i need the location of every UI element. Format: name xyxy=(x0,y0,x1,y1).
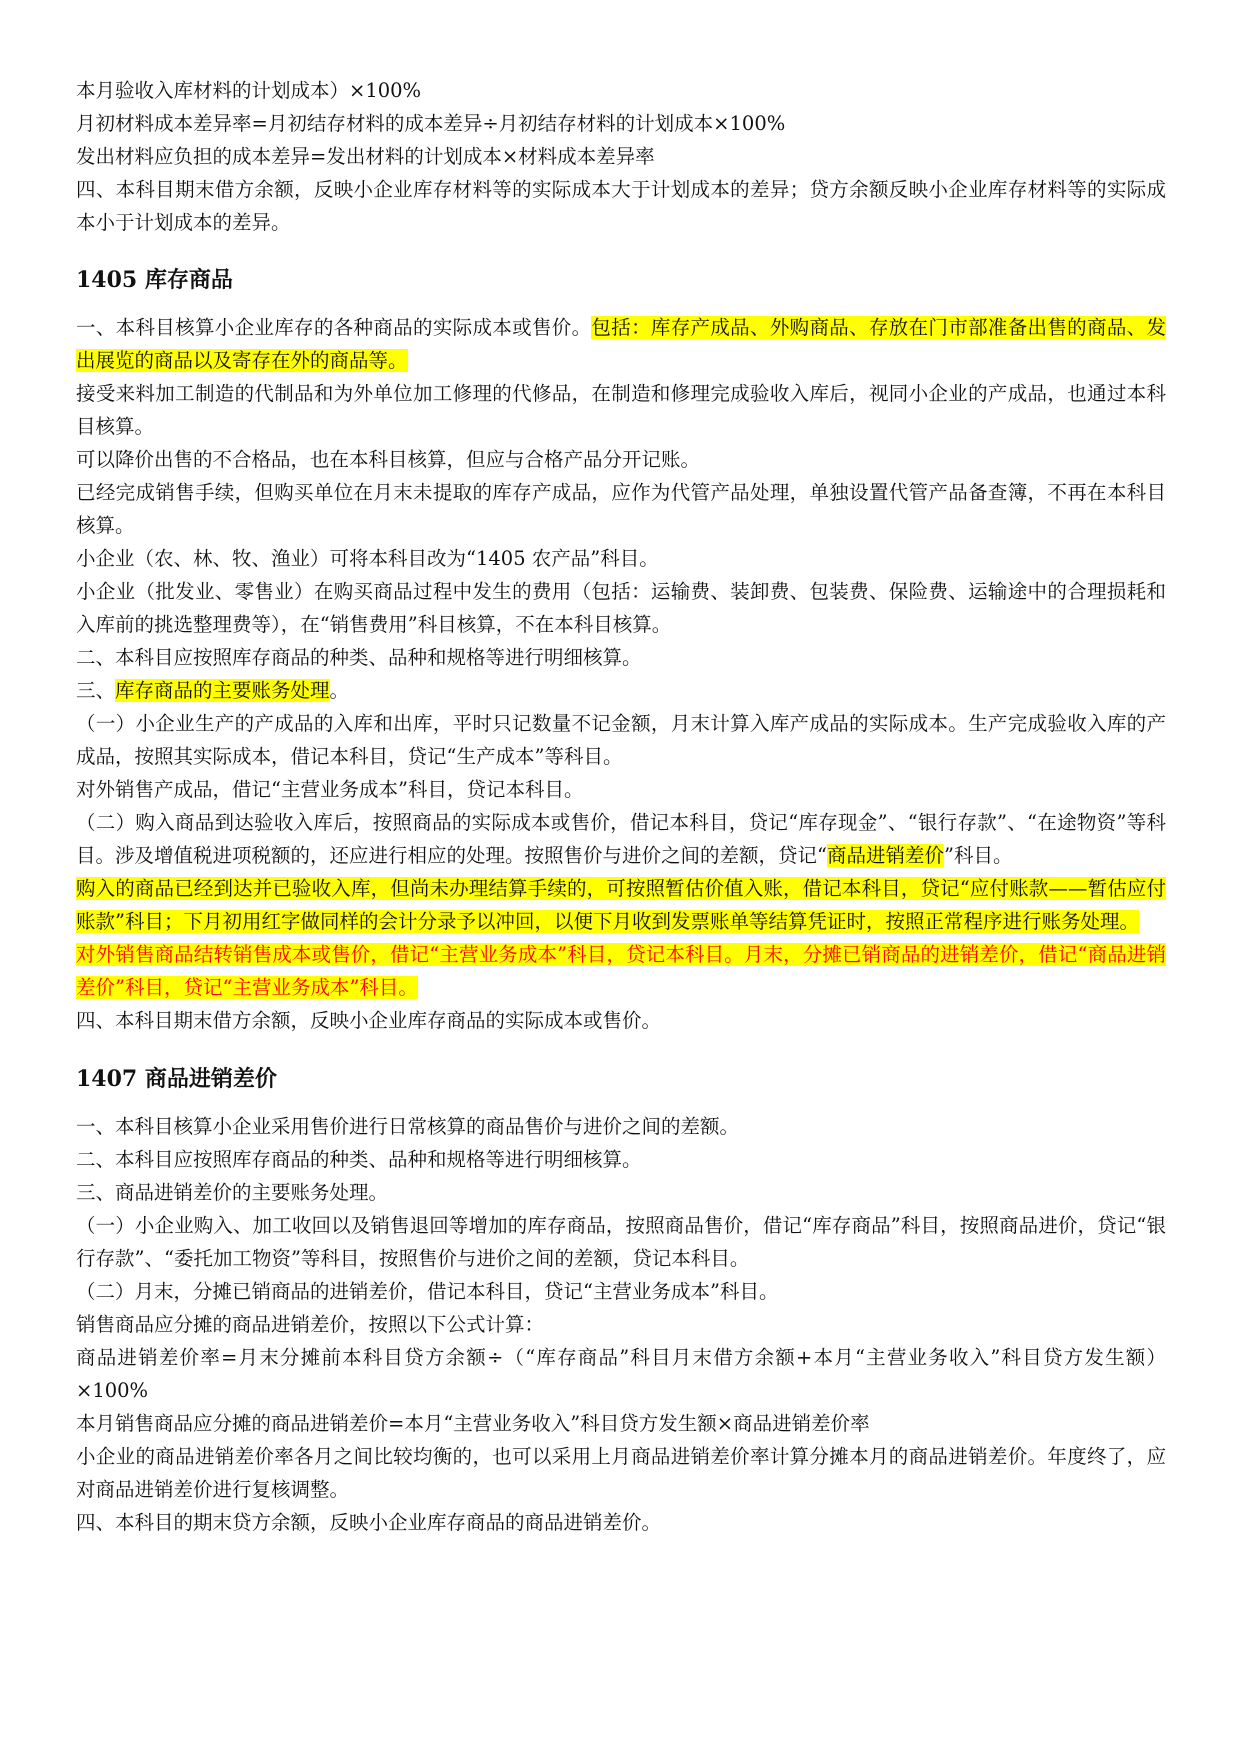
intro-line-2: 月初材料成本差异率=月初结存材料的成本差异÷月初结存材料的计划成本×100% xyxy=(76,112,786,135)
paragraph-1405-8 xyxy=(76,674,1166,707)
text: 一、本科目核算小企业库存的各种商品的实际成本或售价。 xyxy=(76,316,592,339)
intro-line-3: 发出材料应负担的成本差异=发出材料的计划成本×材料成本差异率 xyxy=(76,145,655,168)
highlighted-text: 库存商品的主要账务处理 xyxy=(115,679,330,702)
text: ”科目。 xyxy=(944,844,1013,867)
section-title-1405: 1405 库存商品 xyxy=(76,267,233,293)
paragraph-1407-9: 小企业的商品进销差价率各月之间比较均衡的，也可以采用上月商品进销差价率计算分摊本月的商品进销差价。年度终了，应对商品进销差价进行复核调整。 xyxy=(76,1445,1166,1501)
highlighted-text: 包括：库存产成品、外购商品、存放在门市部准备出售的商品、发出展览的商品以及寄存在外的商品等。 xyxy=(76,316,1166,372)
document-page xyxy=(76,74,1166,1539)
paragraph-1407-4: （一）小企业购入、加工收回以及销售退回等增加的库存商品，按照商品售价，借记“库存商品”科目，按照商品进价，贷记“银行存款”、“委托加工物资”等科目，按照售价与进价之间的差额，贷记本科目。 xyxy=(76,1214,1166,1270)
paragraph-1407-8: 本月销售商品应分摊的商品进销差价=本月“主营业务收入”科目贷方发生额×商品进销差价率 xyxy=(76,1412,870,1435)
paragraph-1407-6: 销售商品应分摊的商品进销差价，按照以下公式计算： xyxy=(76,1313,545,1336)
paragraph-1405-3: 可以降价出售的不合格品，也在本科目核算，但应与合格产品分开记账。 xyxy=(76,448,701,471)
highlighted-red-text: 对外销售商品结转销售成本或售价，借记“主营业务成本”科目，贷记本科目。月末，分摊已销商品的进销差价，借记“商品进销差价”科目，贷记“主营业务成本”科目。 xyxy=(76,943,1166,999)
text: （二）购入商品到达验收入库后，按照商品的实际成本或售价，借记本科目，贷记“库存现金”、“银行存款”、“在途物资”等科目。涉及增值税进项税额的，还应进行相应的处理。按照售价与进价之间的差额，贷记“ xyxy=(76,811,1166,867)
section-title-1407: 1407 商品进销差价 xyxy=(76,1066,277,1092)
highlighted-text: 购入的商品已经到达并已验收入库，但尚未办理结算手续的，可按照暂估价值入账，借记本科目，贷记“应付账款——暂估应付账款”科目；下月初用红字做同样的会计分录予以冲回，以便下月收到发票账单等结算凭证时，按照正常程序进行账务处理。 xyxy=(76,877,1166,933)
paragraph-1405-2: 接受来料加工制造的代制品和为外单位加工修理的代修品，在制造和修理完成验收入库后，视同小企业的产成品，也通过本科目核算。 xyxy=(76,382,1166,438)
paragraph-1407-7: 商品进销差价率=月末分摊前本科目贷方余额÷（“库存商品”科目月末借方余额+本月“主营业务收入”科目贷方发生额）×100% xyxy=(76,1346,1166,1402)
paragraph-1405-1 xyxy=(76,311,1166,377)
paragraph-1407-5: （二）月末，分摊已销商品的进销差价，借记本科目，贷记“主营业务成本”科目。 xyxy=(76,1280,779,1303)
paragraph-1407-2: 二、本科目应按照库存商品的种类、品种和规格等进行明细核算。 xyxy=(76,1148,642,1171)
paragraph-1405-5: 小企业（农、林、牧、渔业）可将本科目改为“1405 农产品”科目。 xyxy=(76,547,659,570)
paragraph-1407-10: 四、本科目的期末贷方余额，反映小企业库存商品的商品进销差价。 xyxy=(76,1511,662,1534)
paragraph-1405-11 xyxy=(76,806,1166,872)
paragraph-1405-4: 已经完成销售手续，但购买单位在月末未提取的库存产成品，应作为代管产品处理，单独设置代管产品备查簿，不再在本科目核算。 xyxy=(76,481,1166,537)
paragraph-1405-14: 四、本科目期末借方余额，反映小企业库存商品的实际成本或售价。 xyxy=(76,1009,662,1032)
paragraph-1405-13 xyxy=(76,938,1166,1004)
intro-line-4: 四、本科目期末借方余额，反映小企业库存材料等的实际成本大于计划成本的差异；贷方余额反映小企业库存材料等的实际成本小于计划成本的差异。 xyxy=(76,178,1166,234)
paragraph-1405-6: 小企业（批发业、零售业）在购买商品过程中发生的费用（包括：运输费、装卸费、包装费、保险费、运输途中的合理损耗和入库前的挑选整理费等），在“销售费用”科目核算，不在本科目核算。 xyxy=(76,580,1166,636)
text: 。 xyxy=(329,679,350,702)
paragraph-1405-9: （一）小企业生产的产成品的入库和出库，平时只记数量不记金额，月末计算入库产成品的实际成本。生产完成验收入库的产成品，按照其实际成本，借记本科目，贷记“生产成本”等科目。 xyxy=(76,712,1166,768)
paragraph-1405-7: 二、本科目应按照库存商品的种类、品种和规格等进行明细核算。 xyxy=(76,646,642,669)
paragraph-1405-10: 对外销售产成品，借记“主营业务成本”科目，贷记本科目。 xyxy=(76,778,584,801)
intro-line-1: 本月验收入库材料的计划成本）×100% xyxy=(76,79,422,102)
paragraph-1407-1: 一、本科目核算小企业采用售价进行日常核算的商品售价与进价之间的差额。 xyxy=(76,1115,740,1138)
highlighted-text: 商品进销差价 xyxy=(826,844,944,867)
paragraph-1405-12 xyxy=(76,872,1166,938)
paragraph-1407-3: 三、商品进销差价的主要账务处理。 xyxy=(76,1181,389,1204)
text: 三、 xyxy=(76,679,116,702)
